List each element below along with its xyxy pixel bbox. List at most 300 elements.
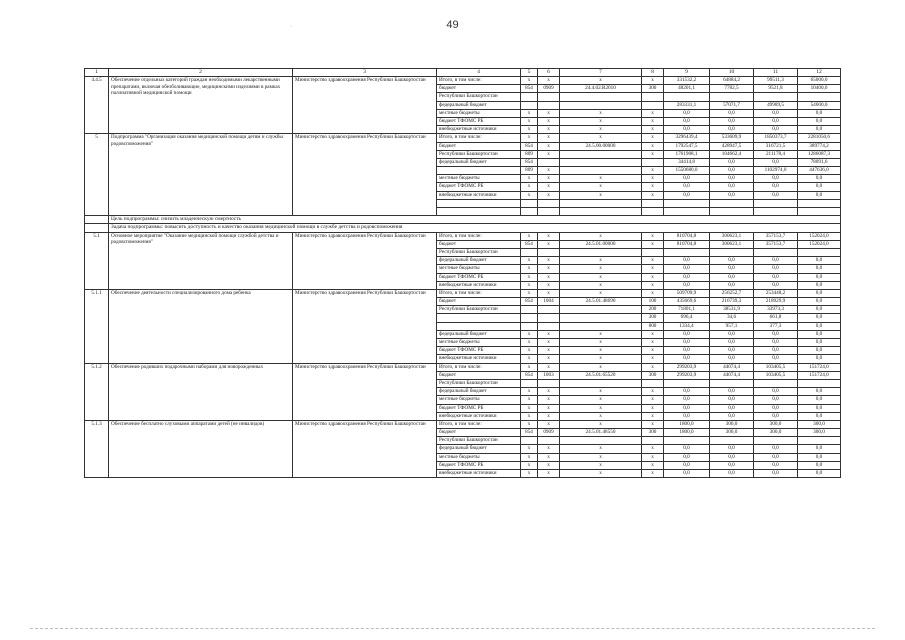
funding-source: Республики Башкортостан: [437, 379, 521, 387]
value-year-2: 0,0: [754, 257, 798, 265]
code-target: [560, 158, 642, 166]
value-year-3: 0,0: [798, 298, 841, 306]
value-year-3: 0,0: [798, 453, 841, 461]
code-target: [560, 101, 642, 109]
value-total: [664, 379, 710, 387]
empty-cell: [437, 199, 521, 207]
code-section: 0909: [538, 85, 560, 93]
item-executor: Министерство здравоохранения Республики Башкортостан: [293, 134, 437, 216]
value-year-3: 151724,0: [798, 371, 841, 379]
value-year-1: 0,0: [710, 470, 754, 478]
budget-table-wrapper: [84, 68, 840, 478]
value-total: 810704,8: [664, 240, 710, 248]
table-row: [85, 420, 841, 428]
code-section: х: [538, 142, 560, 150]
empty-cell: [521, 208, 538, 216]
item-name: Обеспечение отдельных категорий граждан необходимыми лекарственными препаратами, включая обезболивающие, медицинскими изделиями в рамках паллиативной медицинской помощи: [109, 77, 293, 134]
value-total: 34414,8: [664, 158, 710, 166]
value-year-3: 0,0: [798, 306, 841, 314]
empty-cell: [85, 224, 109, 232]
value-year-2: 211178,4: [754, 150, 798, 158]
code-target: х: [560, 404, 642, 412]
table-row: [85, 232, 841, 240]
code-target: [560, 306, 642, 314]
value-year-2: 0,0: [754, 265, 798, 273]
task-row: [85, 224, 841, 232]
code-section: х: [538, 150, 560, 158]
code-expense-type: х: [642, 339, 664, 347]
value-year-2: 103405,5: [754, 363, 798, 371]
value-year-3: 0,0: [798, 470, 841, 478]
value-year-1: 0,0: [710, 167, 754, 175]
value-total: [664, 437, 710, 445]
value-year-3: 300,0: [798, 429, 841, 437]
funding-source: внебюджетные источники: [437, 191, 521, 199]
value-year-3: 0,0: [798, 126, 841, 134]
empty-cell: [85, 216, 109, 224]
value-year-2: 0,0: [754, 175, 798, 183]
code-section: х: [538, 134, 560, 142]
code-section: х: [538, 265, 560, 273]
code-section: х: [538, 240, 560, 248]
value-year-1: 428947,5: [710, 142, 754, 150]
value-year-1: 0,0: [710, 396, 754, 404]
value-year-1: 0,0: [710, 273, 754, 281]
code-grbs: 854: [521, 298, 538, 306]
funding-source: федеральный бюджет: [437, 158, 521, 166]
code-section: [538, 158, 560, 166]
empty-cell: [642, 199, 664, 207]
code-section: [538, 437, 560, 445]
code-target: 24.5.01.48550: [560, 429, 642, 437]
code-target: х: [560, 257, 642, 265]
empty-cell: [560, 208, 642, 216]
code-section: [538, 314, 560, 322]
code-grbs: х: [521, 355, 538, 363]
value-year-2: 661,8: [754, 314, 798, 322]
funding-source: Итого, в том числе:: [437, 77, 521, 85]
code-section: х: [538, 281, 560, 289]
value-total: 0,0: [664, 191, 710, 199]
value-year-1: 0,0: [710, 117, 754, 125]
value-total: 0,0: [664, 388, 710, 396]
code-expense-type: х: [642, 175, 664, 183]
code-expense-type: 300: [642, 85, 664, 93]
code-target: [560, 437, 642, 445]
code-target: х: [560, 281, 642, 289]
value-total: 0,0: [664, 445, 710, 453]
value-year-1: 0,0: [710, 126, 754, 134]
value-year-1: 0,0: [710, 158, 754, 166]
code-grbs: х: [521, 126, 538, 134]
value-year-1: 0,0: [710, 281, 754, 289]
code-grbs: [521, 437, 538, 445]
value-year-2: 9521,8: [754, 85, 798, 93]
code-expense-type: х: [642, 363, 664, 371]
code-target: х: [560, 183, 642, 191]
value-year-3: 0,0: [798, 412, 841, 420]
code-section: 1004: [538, 298, 560, 306]
code-section: х: [538, 363, 560, 371]
funding-source: бюджет ТФОМС РБ: [437, 273, 521, 281]
funding-source: Итого, в том числе:: [437, 289, 521, 297]
value-year-3: [798, 437, 841, 445]
value-year-3: [798, 248, 841, 256]
funding-source: бюджет: [437, 429, 521, 437]
value-year-2: [754, 437, 798, 445]
code-target: х: [560, 412, 642, 420]
code-expense-type: х: [642, 453, 664, 461]
value-total: 0,0: [664, 470, 710, 478]
table-row: [85, 363, 841, 371]
value-total: 0,0: [664, 461, 710, 469]
value-total: 0,0: [664, 265, 710, 273]
code-grbs: х: [521, 412, 538, 420]
header-cell: 12: [798, 69, 841, 77]
code-expense-type: х: [642, 289, 664, 297]
code-grbs: х: [521, 77, 538, 85]
value-year-2: 0,0: [754, 158, 798, 166]
value-year-2: 377,3: [754, 322, 798, 330]
value-year-2: 103405,5: [754, 371, 798, 379]
code-target: [560, 379, 642, 387]
item-number: 4.4.5: [85, 77, 109, 134]
code-target: х: [560, 109, 642, 117]
value-year-2: 0,0: [754, 347, 798, 355]
value-year-3: 0,0: [798, 257, 841, 265]
value-year-1: 34,6: [710, 314, 754, 322]
code-target: х: [560, 355, 642, 363]
code-grbs: х: [521, 470, 538, 478]
value-year-1: 38531,9: [710, 306, 754, 314]
code-section: х: [538, 126, 560, 134]
value-total: 0,0: [664, 117, 710, 125]
code-expense-type: х: [642, 134, 664, 142]
value-year-1: [710, 248, 754, 256]
funding-source: внебюджетные источники: [437, 355, 521, 363]
code-grbs: х: [521, 183, 538, 191]
code-grbs: х: [521, 339, 538, 347]
code-grbs: х: [521, 363, 538, 371]
funding-source: местные бюджеты: [437, 453, 521, 461]
value-year-3: 0,0: [798, 330, 841, 338]
value-total: 1800,0: [664, 429, 710, 437]
code-grbs: [521, 306, 538, 314]
code-section: х: [538, 117, 560, 125]
code-grbs: 809: [521, 150, 538, 158]
funding-source: местные бюджеты: [437, 339, 521, 347]
item-number: 5: [85, 134, 109, 216]
code-grbs: [521, 322, 538, 330]
code-section: х: [538, 453, 560, 461]
value-year-3: 78091,6: [798, 158, 841, 166]
funding-source: Республики Башкортостан: [437, 248, 521, 256]
code-grbs: х: [521, 232, 538, 240]
code-expense-type: х: [642, 396, 664, 404]
code-section: х: [538, 109, 560, 117]
empty-cell: [798, 199, 841, 207]
value-year-2: 0,0: [754, 388, 798, 396]
value-year-3: 10400,0: [798, 85, 841, 93]
header-cell: 1: [85, 69, 109, 77]
value-year-2: 253448,2: [754, 289, 798, 297]
code-grbs: х: [521, 175, 538, 183]
value-year-2: 49989,5: [754, 101, 798, 109]
code-expense-type: х: [642, 232, 664, 240]
value-year-1: 44074,4: [710, 371, 754, 379]
code-grbs: [521, 248, 538, 256]
task-row-text: Задача подпрограммы: повысить доступность и качество оказания медицинской помощи в службе детства и родовспоможения: [109, 224, 841, 232]
value-year-1: 0,0: [710, 355, 754, 363]
code-section: х: [538, 175, 560, 183]
code-grbs: х: [521, 420, 538, 428]
code-section: х: [538, 347, 560, 355]
item-number: 5.1: [85, 232, 109, 289]
value-year-1: 0,0: [710, 412, 754, 420]
funding-source: внебюджетные источники: [437, 470, 521, 478]
code-expense-type: х: [642, 461, 664, 469]
value-year-2: 0,0: [754, 461, 798, 469]
funding-source: федеральный бюджет: [437, 101, 521, 109]
code-grbs: х: [521, 461, 538, 469]
code-target: х: [560, 77, 642, 85]
value-total: 0,0: [664, 330, 710, 338]
code-target: х: [560, 175, 642, 183]
value-year-3: 0,0: [798, 322, 841, 330]
funding-source: бюджет: [437, 298, 521, 306]
value-year-1: 0,0: [710, 257, 754, 265]
value-year-3: 2281050,6: [798, 134, 841, 142]
value-total: 0,0: [664, 175, 710, 183]
code-expense-type: [642, 437, 664, 445]
code-target: 24.5.01.48690: [560, 298, 642, 306]
value-total: 0,0: [664, 453, 710, 461]
value-year-1: 0,0: [710, 339, 754, 347]
code-section: х: [538, 339, 560, 347]
header-cell: 3: [293, 69, 437, 77]
item-name: Обеспечение деятельности специализированного дома ребенка: [109, 289, 293, 363]
code-section: х: [538, 289, 560, 297]
value-year-3: 0,0: [798, 191, 841, 199]
value-year-3: 0,0: [798, 445, 841, 453]
value-year-1: 300623,1: [710, 240, 754, 248]
code-section: [538, 248, 560, 256]
footer-divider: [30, 628, 875, 629]
code-target: 24.5.01.65520: [560, 371, 642, 379]
value-year-3: 0,0: [798, 339, 841, 347]
item-executor: Министерство здравоохранения Республики Башкортостан: [293, 77, 437, 134]
code-expense-type: х: [642, 167, 664, 175]
value-year-2: [754, 248, 798, 256]
header-cell: 2: [109, 69, 293, 77]
value-year-1: 0,0: [710, 461, 754, 469]
funding-source: [437, 314, 521, 322]
code-expense-type: х: [642, 404, 664, 412]
code-grbs: 854: [521, 429, 538, 437]
item-name: Подпрограмма "Организация оказания медицинской помощи детям и службы родовспоможения": [109, 134, 293, 216]
value-year-2: 0,0: [754, 109, 798, 117]
funding-source: [437, 322, 521, 330]
value-year-2: 0,0: [754, 396, 798, 404]
value-total: 1800,0: [664, 420, 710, 428]
funding-source: федеральный бюджет: [437, 388, 521, 396]
value-year-1: 7782,5: [710, 85, 754, 93]
value-year-2: 0,0: [754, 330, 798, 338]
value-year-3: 1286087,3: [798, 150, 841, 158]
value-year-3: [798, 379, 841, 387]
value-year-2: 357153,7: [754, 240, 798, 248]
header-cell: 4: [437, 69, 521, 77]
funding-source: бюджет ТФОМС РБ: [437, 404, 521, 412]
value-year-1: 0,0: [710, 265, 754, 273]
code-target: х: [560, 461, 642, 469]
funding-source: федеральный бюджет: [437, 257, 521, 265]
code-target: 24.5.01.00000: [560, 240, 642, 248]
value-year-1: 64884,2: [710, 77, 754, 85]
code-target: х: [560, 265, 642, 273]
value-year-1: 0,0: [710, 453, 754, 461]
code-expense-type: х: [642, 265, 664, 273]
code-grbs: х: [521, 347, 538, 355]
value-year-1: 300,0: [710, 429, 754, 437]
value-year-2: 0,0: [754, 281, 798, 289]
code-grbs: х: [521, 404, 538, 412]
code-target: х: [560, 191, 642, 199]
empty-cell: [642, 208, 664, 216]
code-section: [538, 322, 560, 330]
code-grbs: 809: [521, 167, 538, 175]
code-section: х: [538, 232, 560, 240]
code-target: 24.4.02.R2010: [560, 85, 642, 93]
header-row: [85, 69, 841, 77]
value-year-1: 216739,3: [710, 298, 754, 306]
funding-source: бюджет ТФОМС РБ: [437, 461, 521, 469]
funding-source: бюджет: [437, 240, 521, 248]
code-target: х: [560, 330, 642, 338]
code-target: [560, 150, 642, 158]
value-year-1: 0,0: [710, 388, 754, 396]
value-year-2: 0,0: [754, 404, 798, 412]
code-grbs: х: [521, 289, 538, 297]
code-section: х: [538, 257, 560, 265]
code-expense-type: х: [642, 257, 664, 265]
code-grbs: х: [521, 453, 538, 461]
value-year-3: 0,0: [798, 347, 841, 355]
value-year-3: 0,0: [798, 314, 841, 322]
funding-source: бюджет ТФОМС РБ: [437, 347, 521, 355]
code-target: х: [560, 289, 642, 297]
code-grbs: 854: [521, 371, 538, 379]
value-total: 48201,1: [664, 85, 710, 93]
code-target: х: [560, 347, 642, 355]
value-total: 810704,8: [664, 232, 710, 240]
code-section: 0909: [538, 429, 560, 437]
code-target: [560, 322, 642, 330]
code-expense-type: х: [642, 420, 664, 428]
value-year-3: 65000,0: [798, 77, 841, 85]
value-total: 299203,9: [664, 371, 710, 379]
value-total: 0,0: [664, 355, 710, 363]
funding-source: федеральный бюджет: [437, 330, 521, 338]
value-total: 331532,2: [664, 77, 710, 85]
value-total: 1334,4: [664, 322, 710, 330]
value-year-1: [710, 93, 754, 101]
value-total: 0,0: [664, 396, 710, 404]
value-total: 1761908,1: [664, 150, 710, 158]
code-grbs: х: [521, 330, 538, 338]
value-year-1: 57071,7: [710, 101, 754, 109]
value-year-2: 0,0: [754, 470, 798, 478]
value-year-3: 0,0: [798, 281, 841, 289]
value-year-2: 218929,9: [754, 298, 798, 306]
code-section: х: [538, 461, 560, 469]
code-grbs: 854: [521, 158, 538, 166]
funding-source: бюджет: [437, 142, 521, 150]
funding-source: местные бюджеты: [437, 109, 521, 117]
code-grbs: [521, 379, 538, 387]
code-target: х: [560, 445, 642, 453]
code-expense-type: х: [642, 77, 664, 85]
value-year-3: 54600,0: [798, 101, 841, 109]
budget-table-body: [85, 69, 841, 478]
value-year-3: 152024,0: [798, 240, 841, 248]
value-year-3: 0,0: [798, 265, 841, 273]
code-target: х: [560, 453, 642, 461]
value-year-2: 1850373,7: [754, 134, 798, 142]
code-section: х: [538, 77, 560, 85]
code-expense-type: х: [642, 142, 664, 150]
code-target: х: [560, 134, 642, 142]
budget-table: [84, 68, 841, 478]
value-year-2: 0,0: [754, 453, 798, 461]
table-row: [85, 77, 841, 85]
value-year-2: 0,0: [754, 339, 798, 347]
code-section: х: [538, 445, 560, 453]
funding-source: Республики Башкортостан: [437, 150, 521, 158]
value-total: 0,0: [664, 347, 710, 355]
value-year-2: 357153,7: [754, 232, 798, 240]
value-year-3: 152024,0: [798, 232, 841, 240]
item-number: 5.1.3: [85, 420, 109, 477]
value-total: 0,0: [664, 183, 710, 191]
page-number: 49: [446, 19, 459, 31]
code-section: х: [538, 396, 560, 404]
code-target: х: [560, 339, 642, 347]
value-total: 435669,6: [664, 298, 710, 306]
item-number: 5.1.2: [85, 363, 109, 420]
empty-cell: [754, 199, 798, 207]
code-expense-type: 200: [642, 306, 664, 314]
code-expense-type: х: [642, 388, 664, 396]
code-target: х: [560, 420, 642, 428]
value-year-3: 0,0: [798, 388, 841, 396]
value-year-2: 99511,3: [754, 77, 798, 85]
empty-cell: [798, 208, 841, 216]
code-section: х: [538, 470, 560, 478]
value-year-1: 300,0: [710, 420, 754, 428]
code-target: х: [560, 363, 642, 371]
value-year-1: [710, 437, 754, 445]
code-expense-type: х: [642, 355, 664, 363]
code-grbs: х: [521, 445, 538, 453]
funding-source: Итого, в том числе:: [437, 363, 521, 371]
code-expense-type: [642, 158, 664, 166]
value-year-2: 0,0: [754, 273, 798, 281]
header-cell: 7: [560, 69, 642, 77]
empty-cell: [754, 208, 798, 216]
item-number: 5.1.1: [85, 289, 109, 363]
code-target: 24.5.00.00000: [560, 142, 642, 150]
